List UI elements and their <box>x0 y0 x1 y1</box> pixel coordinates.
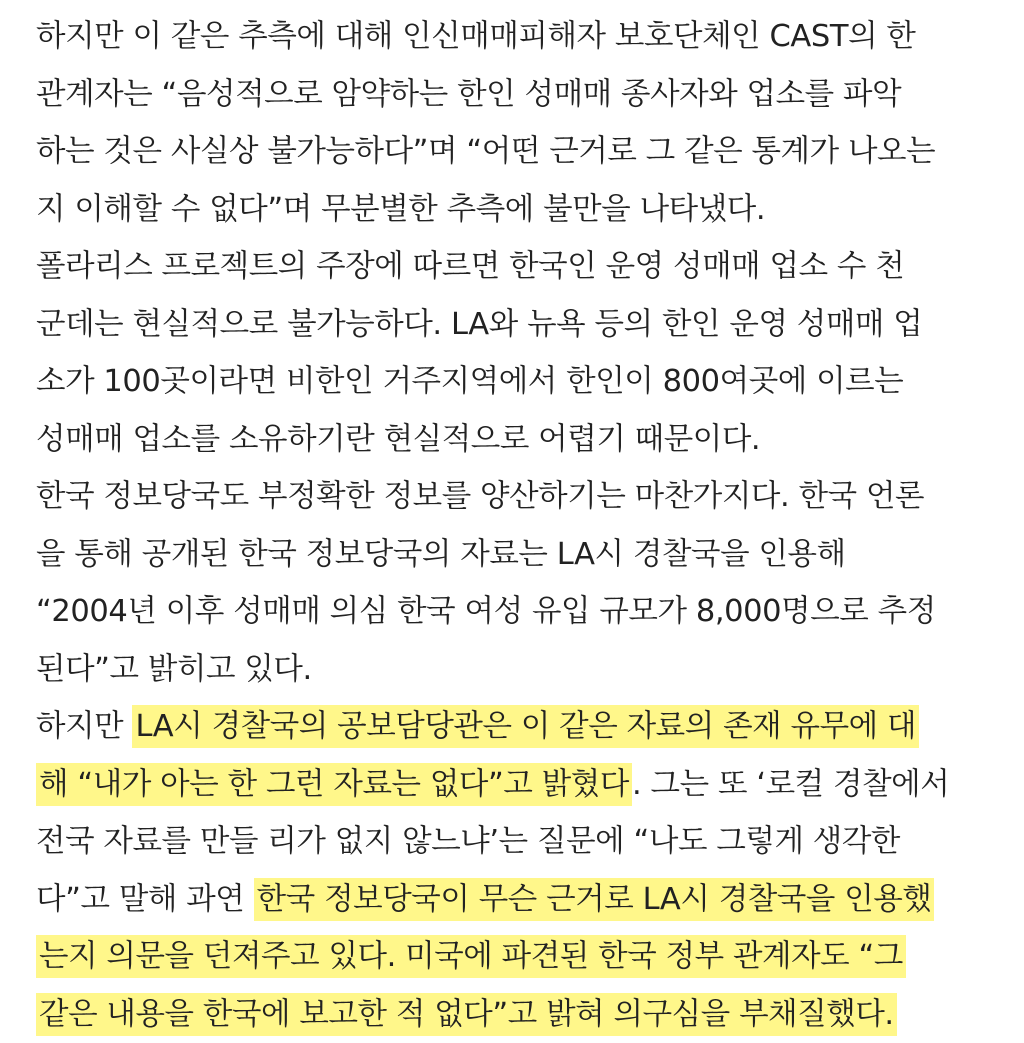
text-line <box>36 583 996 641</box>
text-line <box>36 8 996 66</box>
highlighted-text: 같은 내용을 한국에 보고한 적 없다”고 밝혀 의구심을 부채질했다. <box>36 993 897 1036</box>
text-segment: 성매매 업소를 소유하기란 현실적으로 어렵기 때문이다. <box>36 422 760 457</box>
text-line <box>36 66 996 124</box>
text-line <box>36 871 996 929</box>
text-segment: 하는 것은 사실상 불가능하다”며 “어떤 근거로 그 같은 통계가 나오는 <box>36 134 935 169</box>
text-segment: “2004년 이후 성매매 의심 한국 여성 유입 규모가 8,000명으로 추정 <box>36 594 936 629</box>
text-segment: 군데는 현실적으로 불가능하다. LA와 뉴욕 등의 한인 운영 성매매 업 <box>36 307 922 342</box>
text-segment: 다”고 말해 과연 <box>36 882 254 917</box>
text-segment: 을 통해 공개된 한국 정보당국의 자료는 LA시 경찰국을 인용해 <box>36 537 846 572</box>
text-segment: . 그는 또 ‘로컬 경찰에서 <box>632 767 949 802</box>
text-line <box>36 928 996 986</box>
text-segment: 된다”고 밝히고 있다. <box>36 652 312 687</box>
text-line <box>36 813 996 871</box>
text-segment: 전국 자료를 만들 리가 없지 않느냐’는 질문에 “나도 그렇게 생각한 <box>36 824 900 859</box>
highlighted-text: 한국 정보당국이 무슨 근거로 LA시 경찰국을 인용했 <box>254 878 935 921</box>
text-segment: 하지만 <box>36 709 132 744</box>
text-segment: 지 이해할 수 없다”며 무분별한 추측에 불만을 나타냈다. <box>36 192 765 227</box>
text-line <box>36 756 996 814</box>
text-segment: 하지만 이 같은 추측에 대해 인신매매피해자 보호단체인 CAST의 한 <box>36 19 916 54</box>
text-line <box>36 296 996 354</box>
highlighted-text: 는지 의문을 던져주고 있다. 미국에 파견된 한국 정부 관계자도 “그 <box>36 935 906 978</box>
text-line <box>36 123 996 181</box>
text-line <box>36 641 996 699</box>
text-line <box>36 411 996 469</box>
text-line <box>36 353 996 411</box>
text-line <box>36 698 996 756</box>
text-segment: 한국 정보당국도 부정확한 정보를 양산하기는 마찬가지다. 한국 언론 <box>36 479 924 514</box>
text-segment: 폴라리스 프로젝트의 주장에 따르면 한국인 운영 성매매 업소 수 천 <box>36 249 904 284</box>
text-line <box>36 526 996 584</box>
text-line <box>36 468 996 526</box>
highlighted-text: 해 “내가 아는 한 그런 자료는 없다”고 밝혔다 <box>36 763 632 806</box>
text-segment: 소가 100곳이라면 비한인 거주지역에서 한인이 800여곳에 이르는 <box>36 364 903 399</box>
text-line <box>36 238 996 296</box>
highlighted-text: LA시 경찰국의 공보담당관은 이 같은 자료의 존재 유무에 대 <box>132 705 919 748</box>
text-segment: 관계자는 “음성적으로 암약하는 한인 성매매 종사자와 업소를 파악 <box>36 77 901 112</box>
article-body <box>36 8 996 1043</box>
text-line <box>36 986 996 1043</box>
text-line <box>36 181 996 239</box>
